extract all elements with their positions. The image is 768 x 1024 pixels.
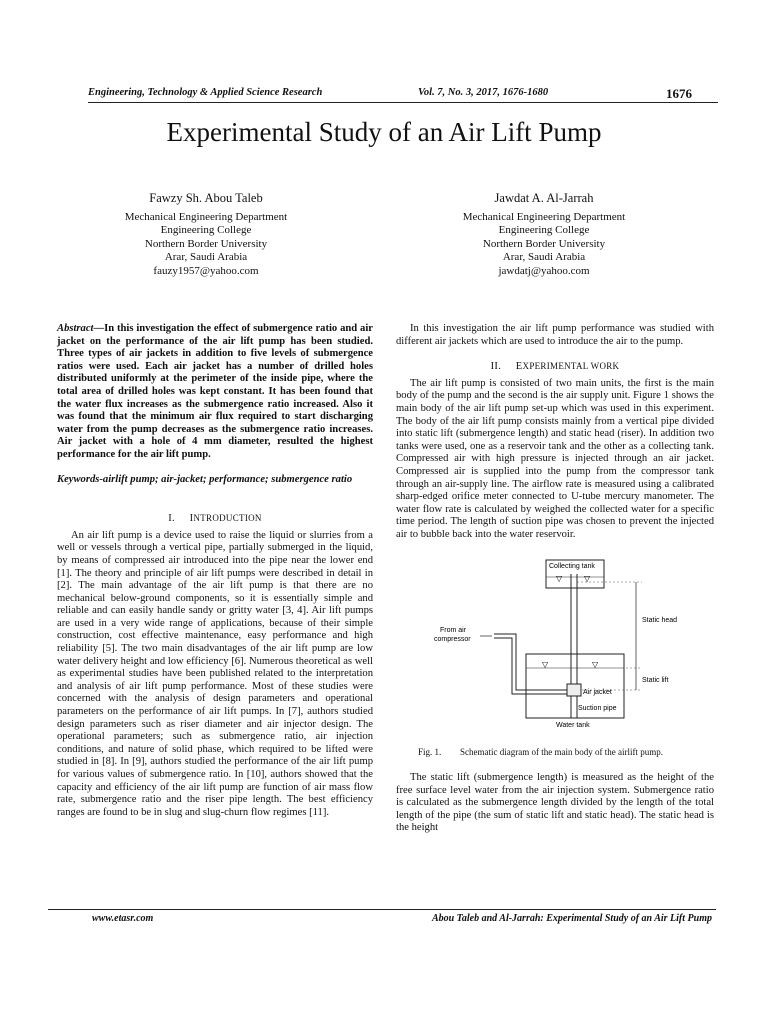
label-water-tank: Water tank [556, 721, 590, 729]
label-static-lift: Static lift [642, 676, 669, 684]
air-jacket-shape [567, 684, 581, 696]
author-email[interactable]: fauzy1957@yahoo.com [153, 264, 259, 277]
author-block-1 [66, 192, 346, 279]
author-name: Jawdat A. Al-Jarrah [494, 191, 594, 205]
volume-info: Vol. 7, No. 3, 2017, 1676-1680 [418, 87, 549, 98]
label-suction-pipe: Suction pipe [578, 704, 617, 712]
running-header [88, 87, 692, 101]
abstract-text: —In this investigation the effect of submergence ratio and air jacket on the performance of the air lift pump has been studied. Three types of air jackets in addition to five levels of submergence ratios were used. Each air jacket has a number of drilled holes distributed uniformly at the perimeter of the inside pipe, where the total area of drilled holes was kept constant. It has been found that the water flux increases as the submergence ratio increased. Also it was found that the minimum air flux required to start discharging water from the pump decreases as the submergence ratio increases. Air jacket with a hole of 4 mm diameter, resulted the highest performance for the air lift pump. [57, 323, 373, 460]
air-supply-line-inner [494, 638, 569, 694]
abstract-label: Abstract [57, 323, 94, 334]
header-rule [88, 102, 718, 103]
label-air-jacket: Air jacket [583, 688, 612, 696]
water-level-marker: ▽ [584, 573, 591, 583]
paper-title: Experimental Study of an Air Lift Pump [166, 117, 602, 147]
author-college: Engineering College [498, 224, 590, 237]
introduction-text: An air lift pump is a device used to raise the liquid or slurries from a well or vessels through a vertical pipe, partially submerged in the liquid, by means of compressed air introduced into the pipe near the lower end [1]. The theory and principle of air lift pumps were described in detail in [2]. The main advantage of the air lift pump is that there are no mechanical below-ground components, so it is essentially simple and reliable and can easily handle sandy or gritty water [3, 4]. Air lift pumps are used in a very wide range of applications, because of their simple construction, cost effective maintenance, easy performance and high reliability [5]. The two main disadvantages of the air lift pump are low water delivery height and low efficiency [6]. Numerous theoretical as well as experimental studies have been published related to the interpretation and analysis of air lift pump performance. Most of these studies were concerned with the analysis of design parameters and operational parameters on the performance of air lift pumps. In [7], authors studied design parameters such as riser diameter and air injector design. The operational parameters; such as submergence ratio, air injection conditions, and nature of solid phase, which required to be lifted were studied in [8]. In [9], authors studied the performance of the air lift pump for various values of submergence ratio. In [10], authors showed that the capacity and efficiency of the air lift pump are function of air mass flow rate, submergence ratio and the riser pipe length. The best efficiency ranges are found to be in slug and slug-churn flow regimes [11]. [57, 529, 373, 818]
figure-1 [396, 556, 714, 746]
footer-website[interactable]: www.etasr.com [92, 913, 154, 924]
water-level-marker: ▽ [556, 573, 563, 583]
page-number: 1676 [666, 86, 692, 101]
author-location: Arar, Saudi Arabia [502, 251, 586, 264]
section-heading-introduction: I. INTRODUCTION [168, 513, 262, 525]
water-level-marker: ▽ [542, 659, 549, 669]
label-compressor: compressor [434, 635, 471, 643]
author-dept: Mechanical Engineering Department [462, 210, 626, 223]
figure-caption-text: Schematic diagram of the main body of the airlift pump. [460, 746, 663, 757]
author-dept: Mechanical Engineering Department [124, 210, 288, 223]
footer-citation: Abou Taleb and Al-Jarrah: Experimental Study of an Air Lift Pump [431, 913, 712, 924]
abstract [57, 323, 373, 462]
author-university: Northern Border University [144, 237, 268, 250]
label-collecting-tank: Collecting tank [549, 562, 595, 570]
footer-rule [48, 909, 716, 910]
after-figure-text: The static lift (submergence length) is measured as the height of the free surface level water from the air injection system. Submergence ratio is calculated as the submergence length divided by the length of the total length of the pipe (the sum of static lift and static head). The static head is the height [396, 772, 714, 834]
right-column [396, 323, 714, 835]
keywords: Keywords-airlift pump; air-jacket; performance; submergence ratio [57, 473, 353, 485]
section-heading-experimental: II. EXPERIMENTAL WORK [490, 361, 620, 373]
water-level-marker: ▽ [592, 659, 599, 669]
airlift-pump-diagram [396, 556, 714, 746]
figure-caption [396, 746, 714, 759]
author-location: Arar, Saudi Arabia [164, 251, 248, 264]
figure-caption-label: Fig. 1. [418, 746, 442, 757]
author-email[interactable]: jawdatj@yahoo.com [498, 264, 590, 277]
intro-continuation: In this investigation the air lift pump performance was studied with different air jackets which are used to introduce the air to the pump. [396, 323, 714, 347]
author-block-2 [404, 192, 684, 279]
author-university: Northern Border University [482, 237, 606, 250]
author-name: Fawzy Sh. Abou Taleb [149, 191, 263, 205]
experimental-text: The air lift pump is consisted of two main units, the first is the main body of the pump and the second is the air supply unit. Figure 1 shows the main body of the air lift pump set-up which was used in this experiment. The body of the air lift pump consists mainly from a vertical pipe divided into static lift (submergence length) and static head (riser). In addition two tanks were used, one as a reservoir tank and the other as a collecting tank. Compressed air with high pressure is injected through an air jacket. Compressed air is supplied into the pump from the compressor tank through an air-supply line. The airflow rate is measured using a calibrated sharp-edged orifice meter connected to U-tube mercury manometer. The water flow rate is calculated by weighed the collected water for a specific time period. The length of suction pipe was chosen to prevent the injected air to bubble back into the water reservoir. [396, 377, 714, 540]
label-static-head: Static head [642, 616, 678, 624]
journal-name: Engineering, Technology & Applied Science Research [88, 87, 323, 98]
author-college: Engineering College [160, 224, 252, 237]
air-supply-line [494, 634, 569, 690]
left-column [57, 323, 373, 819]
label-from-air: From air [440, 626, 467, 634]
